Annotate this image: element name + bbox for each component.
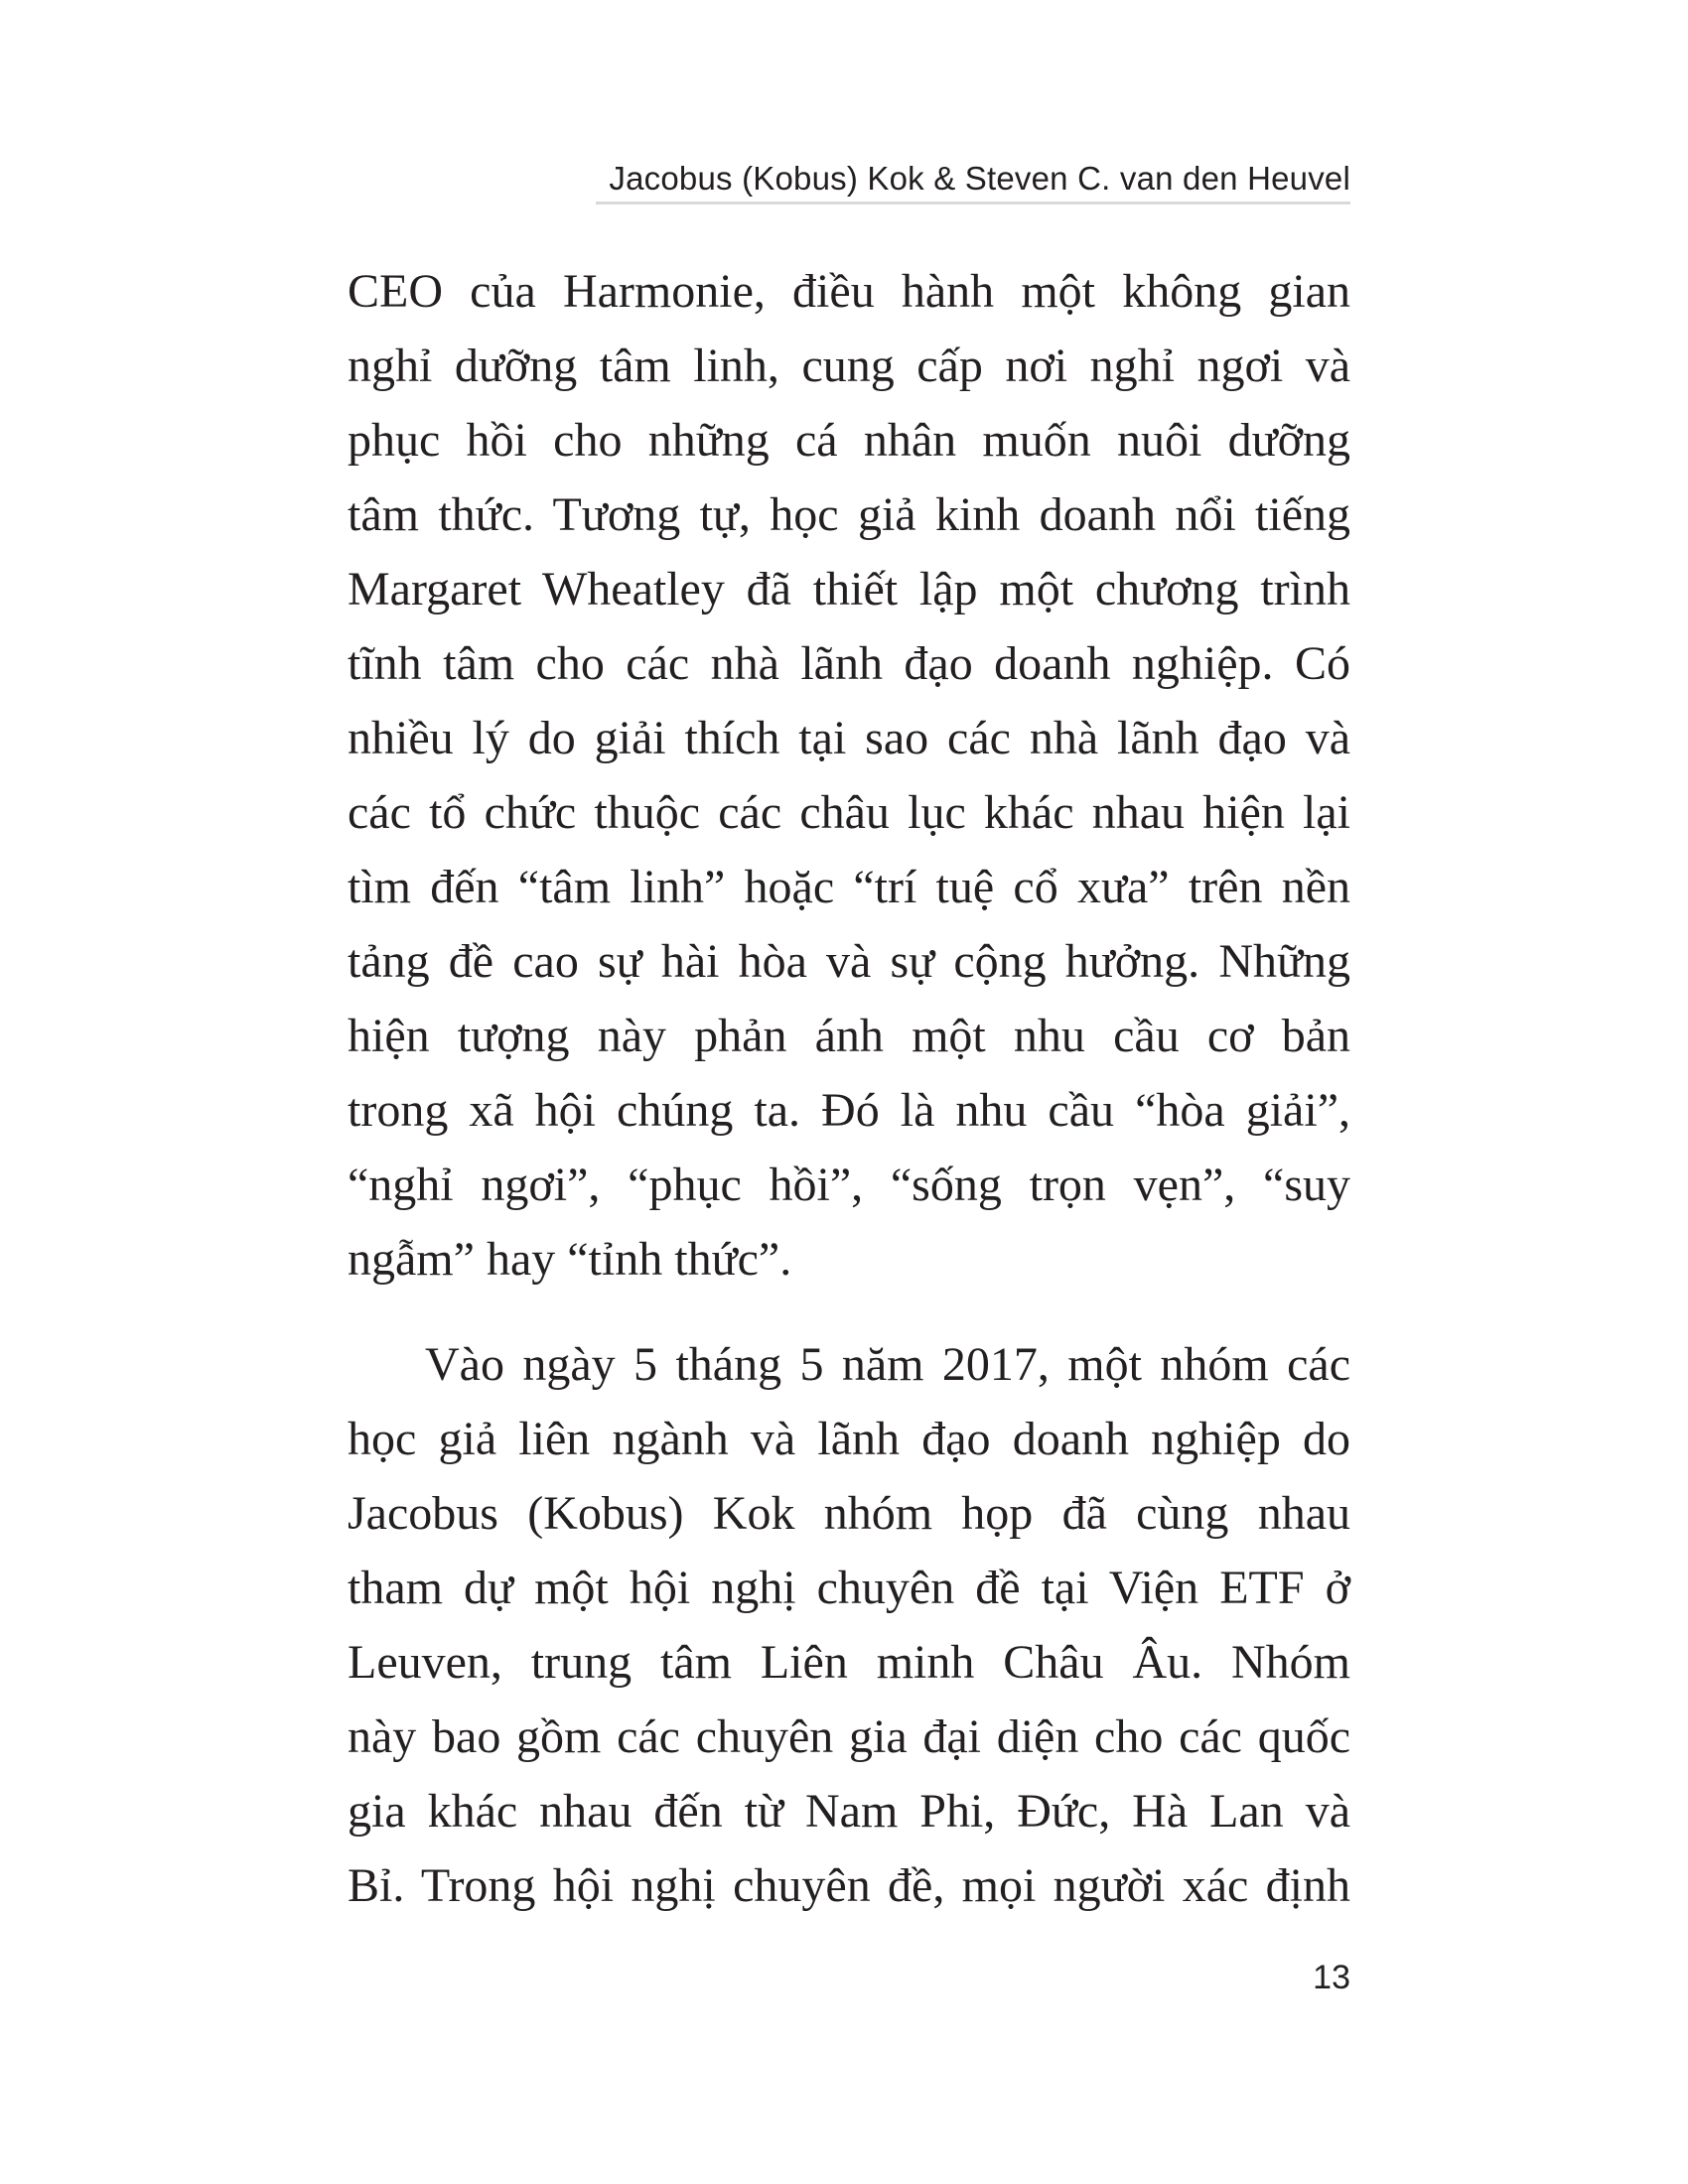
text-line: Bỉ. Trong hội nghị chuyên đề, mọi người xác định xyxy=(348,1859,1350,1912)
text-line: CEO của Harmonie, điều hành một không gian xyxy=(348,265,1350,318)
text-line: trong xã hội chúng ta. Đó là nhu cầu “hòa giải”, xyxy=(348,1084,1350,1137)
text-line: ngẫm” hay “tỉnh thức”. xyxy=(348,1233,792,1286)
text-line: tảng đề cao sự hài hòa và sự cộng hưởng. Những xyxy=(348,935,1350,988)
text-line: Leuven, trung tâm Liên minh Châu Âu. Nhóm xyxy=(348,1636,1350,1689)
text-line: Jacobus (Kobus) Kok nhóm họp đã cùng nhau xyxy=(348,1487,1350,1540)
text-line: tĩnh tâm cho các nhà lãnh đạo doanh nghiệp. Có xyxy=(348,637,1350,690)
text-line: tìm đến “tâm linh” hoặc “trí tuệ cổ xưa” trên nền xyxy=(348,861,1350,913)
text-line: Margaret Wheatley đã thiết lập một chương trình xyxy=(348,563,1350,615)
text-line: nghỉ dưỡng tâm linh, cung cấp nơi nghỉ ngơi và xyxy=(348,340,1350,392)
paragraph-1 xyxy=(348,254,1350,1297)
text-line: Vào ngày 5 tháng 5 năm 2017, một nhóm các xyxy=(425,1338,1350,1391)
text-line: này bao gồm các chuyên gia đại diện cho các quốc xyxy=(348,1710,1350,1763)
text-line: tham dự một hội nghị chuyên đề tại Viện ETF ở xyxy=(348,1562,1350,1614)
text-line: “nghỉ ngơi”, “phục hồi”, “sống trọn vẹn”, “suy xyxy=(348,1159,1350,1211)
text-line: phục hồi cho những cá nhân muốn nuôi dưỡng xyxy=(348,414,1350,467)
text-line: tâm thức. Tương tự, học giả kinh doanh nổi tiếng xyxy=(348,488,1350,541)
text-line: các tổ chức thuộc các châu lục khác nhau hiện lại xyxy=(348,786,1350,839)
running-header-title: Jacobus (Kobus) Kok & Steven C. van den Heuvel xyxy=(609,160,1350,197)
running-header xyxy=(596,159,1350,205)
text-line: hiện tượng này phản ánh một nhu cầu cơ bản xyxy=(348,1010,1350,1062)
paragraph-2 xyxy=(348,1327,1350,1923)
page-number: 13 xyxy=(1313,1959,1350,1996)
text-line: học giả liên ngành và lãnh đạo doanh nghiệp do xyxy=(348,1413,1350,1465)
text-line: nhiều lý do giải thích tại sao các nhà lãnh đạo và xyxy=(348,712,1350,764)
text-line: gia khác nhau đến từ Nam Phi, Đức, Hà Lan và xyxy=(348,1785,1350,1838)
